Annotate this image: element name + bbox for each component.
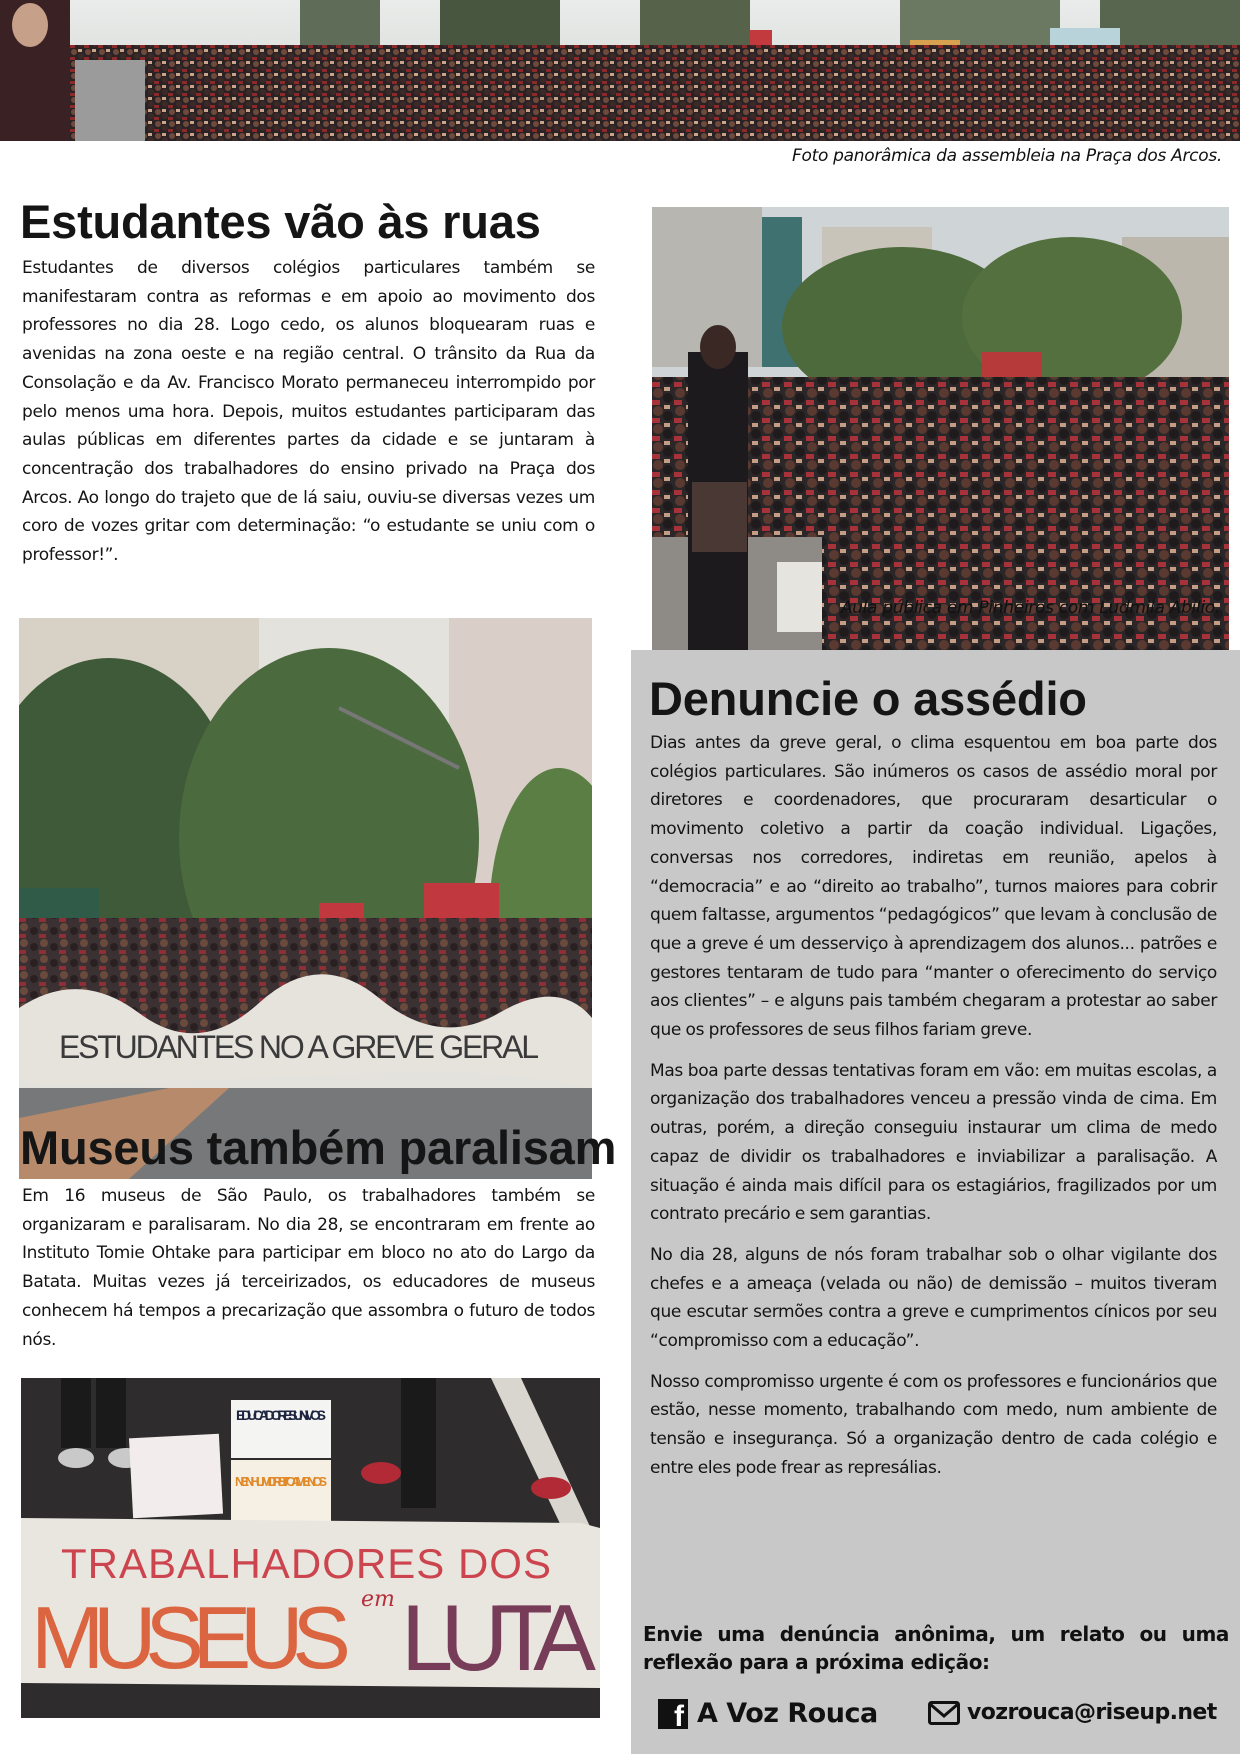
students-article-body: [22, 254, 595, 582]
email-address: vozrouca@riseup.net: [967, 1700, 1217, 1725]
museums-headline: Museus também paralisam: [20, 1121, 617, 1174]
email-link[interactable]: [928, 1700, 1217, 1725]
museums-paragraph: Em 16 museus de São Paulo, os trabalhadores também se organizaram e paralisaram. No dia 28, se encontraram em frente ao Instituto Tomie Ohtake para participar em bloco no ato do Largo da Batata. Muitas vezes já terceirizados, os educadores de museus conhecem há tempos a precarização que assombra o futuro de todos nós.: [22, 1186, 595, 1350]
museums-article-body: [22, 1182, 595, 1366]
harassment-paragraph-1: Dias antes da greve geral, o clima esquentou em boa parte dos colégios particulares. São inúmeros os casos de assédio moral por diretores e coordenadores, que procuraram desarticular o movimento coletivo a partir da coação individual. Ligações, conversas nos corredores, indiretas em reunião, apelos à “democracia” e ao “direito ao trabalho”, turnos maiores para cobrir quem faltasse, argumentos “pedagógicos” que levam à conclusão de que a greve é um desserviço à aprendizagem dos alunos... patrões e gestores tentaram de tudo para “manter o oferecimento do serviço aos clientes” – e alguns pais também chegaram a protestar ao saber que os professores de seus filhos fariam greve.: [650, 733, 1217, 1041]
call-to-action: Envie uma denúncia anônima, um relato ou uma reflexão para a próxima edição:: [643, 1622, 1229, 1674]
public-class-caption: Aula pública em Pinheiros com Ludmila Abílio.: [840, 598, 1220, 618]
march-banner-text: ESTUDANTES NO A GREVE GERAL: [59, 1029, 539, 1065]
student-march-photo: [19, 618, 592, 1179]
public-class-photo: [652, 207, 1229, 702]
facebook-link[interactable]: [658, 1698, 878, 1733]
students-headline: Estudantes vão às ruas: [20, 195, 541, 248]
harassment-article-body: [650, 729, 1217, 1495]
museum-banner-photo: [21, 1378, 600, 1718]
panorama-caption: Foto panorâmica da assembleia na Praça dos Arcos.: [792, 146, 1222, 166]
museum-banner-luta: LUTA: [401, 1585, 596, 1690]
facebook-label: A Voz Rouca: [697, 1698, 878, 1729]
museum-banner-em: em: [361, 1587, 395, 1612]
envelope-icon: [928, 1701, 960, 1725]
harassment-paragraph-3: No dia 28, alguns de nós foram trabalhar sob o olhar vigilante dos chefes e a ameaça (velada ou não) de demissão – muitos tiveram que escutar sermões contra a greve e cumprimentos cínicos por seu “compromisso com a educação”.: [650, 1244, 1217, 1352]
students-paragraph: Estudantes de diversos colégios particulares também se manifestaram contra as reformas e em apoio ao movimento dos professores no dia 28. Logo cedo, os alunos bloquearam ruas e avenidas na zona oeste e na região central. O trânsito da Rua da Consolação e da Av. Francisco Morato permaneceu interrompido por pelo menos uma hora. Depois, muitos estudantes participaram das aulas públicas em diferentes partes da cidade e se juntaram à concentração dos trabalhadores do ensino privado na Praça dos Arcos. Ao longo do trajeto que de lá saiu, ouviu-se diversas vezes um coro de vozes gritar com determinação: “o estudante se uniu com o professor!”.: [22, 258, 595, 566]
harassment-headline: Denuncie o assédio: [649, 672, 1087, 725]
harassment-paragraph-2: Mas boa parte dessas tentativas foram em vão: em muitas escolas, a organização dos trabalhadores venceu a pressão vinda de cima. Em outras, porém, a direção conseguiu instaurar um clima de medo capaz de dividir os trabalhadores e inviabilizar a paralisação. A situação é ainda mais difícil para os estagiários, fragilizados por um contrato precário e sem garantias.: [650, 1060, 1217, 1225]
museum-sign-1: EDUCADORES UNI-VOS: [236, 1407, 326, 1423]
museum-banner-line-1: TRABALHADORES DOS: [61, 1540, 551, 1587]
museum-banner-museus: MUSEUS: [31, 1588, 351, 1687]
harassment-paragraph-4: Nosso compromisso urgente é com os professores e funcionários que estão, nesse momento, trabalhando com medo, num ambiente de tensão e insegurança. Só a organização dentro de cada colégio e entre eles pode frear as represálias.: [650, 1371, 1217, 1478]
museum-sign-2: NENHUM DIREITO A MENOS: [235, 1474, 327, 1489]
facebook-icon: f: [658, 1699, 688, 1729]
panorama-photo: [0, 0, 1240, 141]
